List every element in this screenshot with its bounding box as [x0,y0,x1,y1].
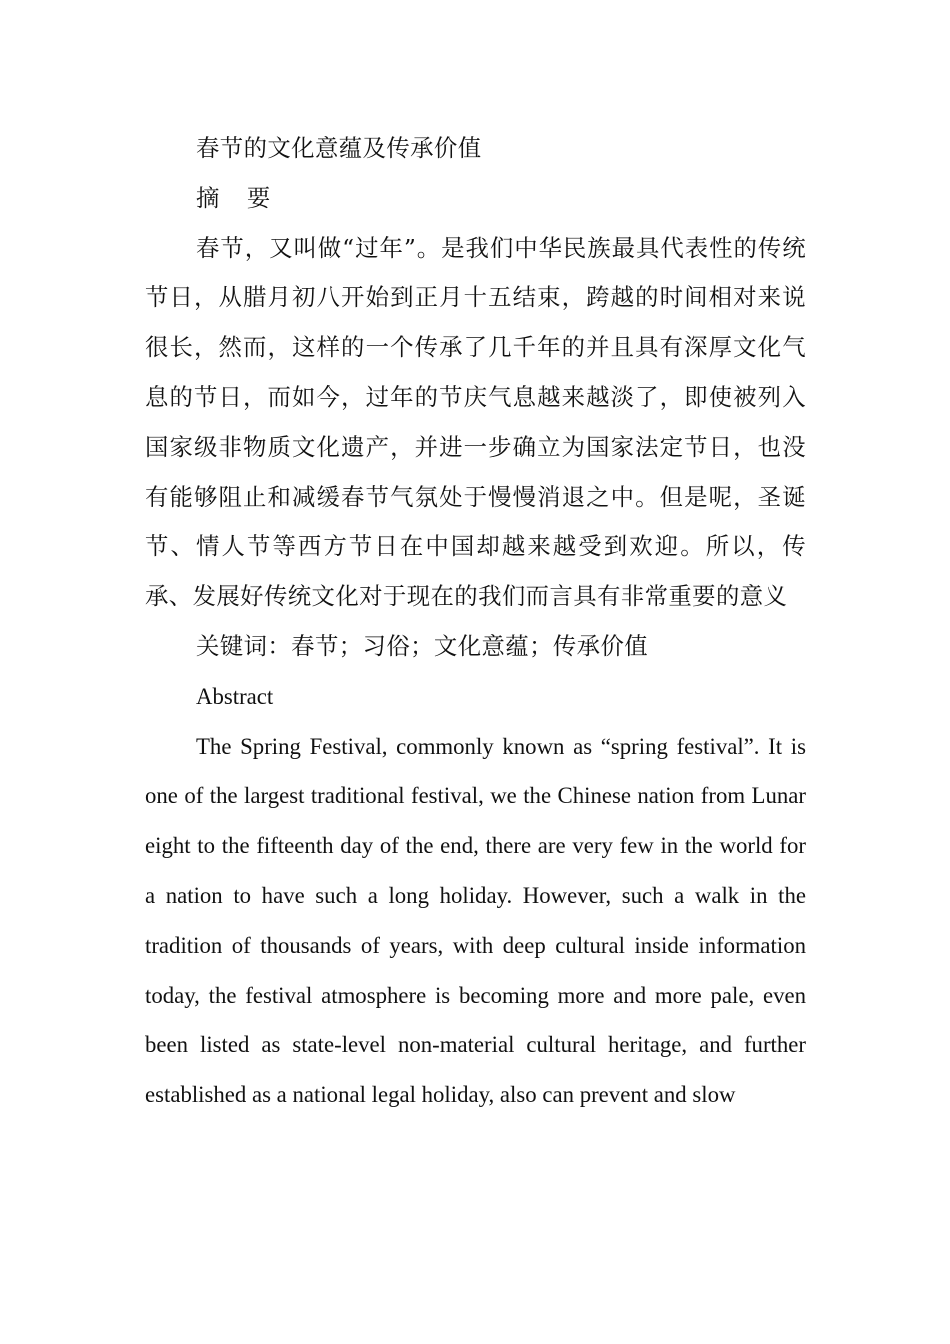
abstract-heading-zh-text: 摘 要 [196,183,281,212]
abstract-body-en: The Spring Festival, commonly known as “spring festival”. It is one of the largest traditional festival, we the Chinese nation from Lunar eight to the fifteenth day of the end, there are very few in the world for a nation to have such a long holiday. However, such a walk in the tradition of thousands of years, with deep cultural inside information today, the festival atmosphere is becoming more and more pale, even been listed as state-level non-material cultural heritage, and further established as a national legal holiday, also can prevent and slow [145,733,806,1108]
document-title: 春节的文化意蕴及传承价值 [196,134,482,162]
abstract-heading-en: Abstract [196,683,274,709]
abstract-heading-zh [145,174,806,224]
document-page [145,124,806,1120]
keywords-zh: 关键词：春节；习俗；文化意蕴；传承价值 [196,631,649,660]
abstract-body-zh: 春节，又叫做“过年”。是我们中华民族最具代表性的传统节日，从腊月初八开始到正月十五结束，跨越的时间相对来说很长，然而，这样的一个传承了几千年的并且具有深厚文化气息的节日，而如今，过年的节庆气息越来越淡了，即使被列入国家级非物质文化遗产，并进一步确立为国家法定节日，也没有能够阻止和减缓春节气氛处于慢慢消退之中。但是呢，圣诞节、情人节等西方节日在中国却越来越受到欢迎。所以，传承、发展好传统文化对于现在的我们而言具有非常重要的意义 [145,233,806,611]
